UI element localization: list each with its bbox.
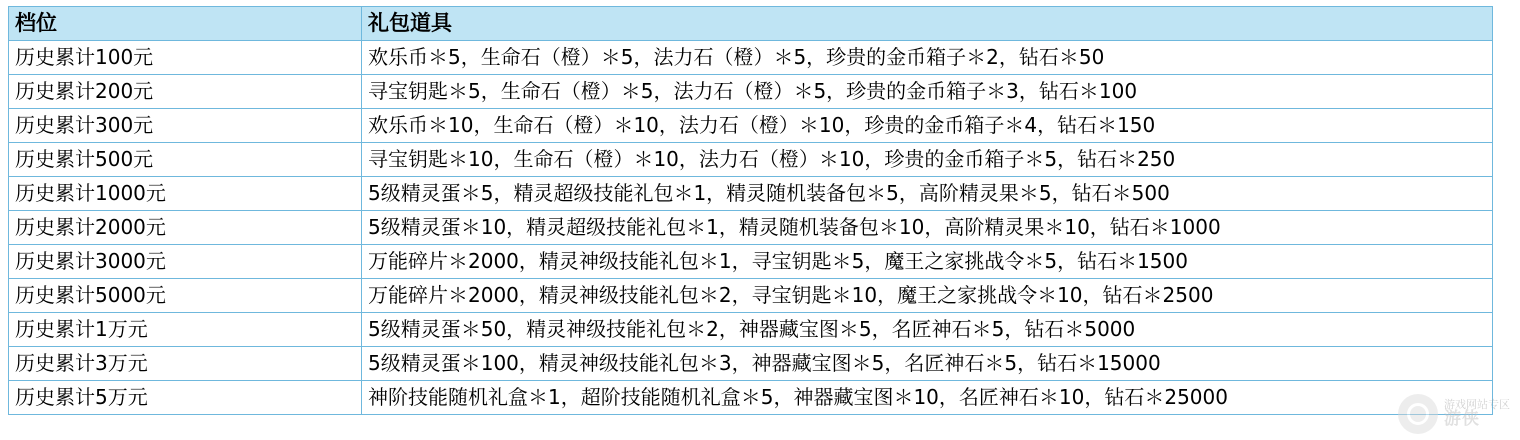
watermark-top-text: 游戏网站专区 (1444, 398, 1510, 412)
table-header-row (9, 7, 1493, 41)
table-row (9, 211, 1493, 245)
cell-tier: 历史累计5000元 (9, 279, 362, 313)
cell-items: 5级精灵蛋＊50，精灵神级技能礼包＊2，神器藏宝图＊5，名匠神石＊5，钻石＊5000 (362, 313, 1493, 347)
cell-tier: 历史累计2000元 (9, 211, 362, 245)
cell-items: 5级精灵蛋＊10，精灵超级技能礼包＊1，精灵随机装备包＊10，高阶精灵果＊10，钻石＊1000 (362, 211, 1493, 245)
table-row (9, 41, 1493, 75)
cell-items: 5级精灵蛋＊100，精灵神级技能礼包＊3，神器藏宝图＊5，名匠神石＊5，钻石＊15000 (362, 347, 1493, 381)
cell-tier: 历史累计3万元 (9, 347, 362, 381)
cell-items: 欢乐币＊10，生命石（橙）＊10，法力石（橙）＊10，珍贵的金币箱子＊4，钻石＊150 (362, 109, 1493, 143)
cell-tier: 历史累计3000元 (9, 245, 362, 279)
table-row (9, 143, 1493, 177)
reward-table-container (8, 6, 1468, 415)
cell-tier: 历史累计300元 (9, 109, 362, 143)
table-row (9, 381, 1493, 415)
table-row (9, 177, 1493, 211)
table-header (9, 7, 1493, 41)
table-row (9, 347, 1493, 381)
cell-tier: 历史累计1000元 (9, 177, 362, 211)
reward-table (8, 6, 1493, 415)
table-row (9, 75, 1493, 109)
cell-items: 寻宝钥匙＊5，生命石（橙）＊5，法力石（橙）＊5，珍贵的金币箱子＊3，钻石＊100 (362, 75, 1493, 109)
cell-items: 欢乐币＊5，生命石（橙）＊5，法力石（橙）＊5，珍贵的金币箱子＊2，钻石＊50 (362, 41, 1493, 75)
table-row (9, 109, 1493, 143)
table-row (9, 313, 1493, 347)
cell-tier: 历史累计100元 (9, 41, 362, 75)
cell-items: 万能碎片＊2000，精灵神级技能礼包＊1，寻宝钥匙＊5，魔王之家挑战令＊5，钻石＊1500 (362, 245, 1493, 279)
cell-items: 万能碎片＊2000，精灵神级技能礼包＊2，寻宝钥匙＊10，魔王之家挑战令＊10，钻石＊2500 (362, 279, 1493, 313)
table-row (9, 279, 1493, 313)
cell-tier: 历史累计500元 (9, 143, 362, 177)
watermark-bottom-text: 游侠 (1444, 408, 1480, 429)
cell-tier: 历史累计5万元 (9, 381, 362, 415)
column-header-items: 礼包道具 (362, 7, 1493, 41)
cell-tier: 历史累计200元 (9, 75, 362, 109)
table-body (9, 41, 1493, 415)
cell-tier: 历史累计1万元 (9, 313, 362, 347)
cell-items: 神阶技能随机礼盒＊1，超阶技能随机礼盒＊5，神器藏宝图＊10，名匠神石＊10，钻石＊25000 (362, 381, 1493, 415)
column-header-tier: 档位 (9, 7, 362, 41)
cell-items: 寻宝钥匙＊10，生命石（橙）＊10，法力石（橙）＊10，珍贵的金币箱子＊5，钻石＊250 (362, 143, 1493, 177)
cell-items: 5级精灵蛋＊5，精灵超级技能礼包＊1，精灵随机装备包＊5，高阶精灵果＊5，钻石＊500 (362, 177, 1493, 211)
table-row (9, 245, 1493, 279)
